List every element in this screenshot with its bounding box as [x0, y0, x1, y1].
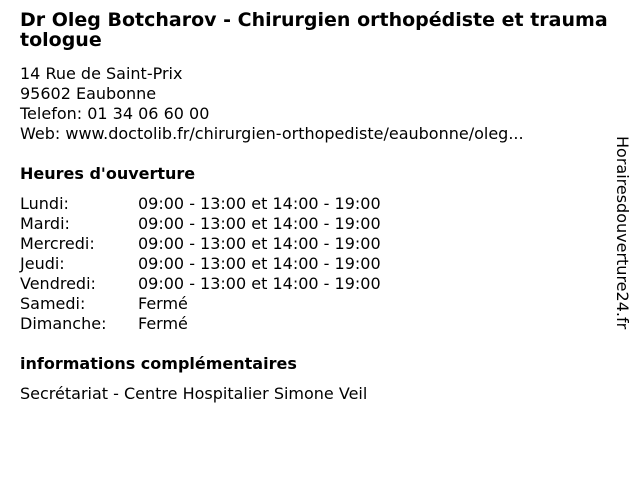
hours-row-friday	[20, 274, 610, 294]
day-label: Lundi:	[20, 194, 69, 213]
business-title: Dr Oleg Botcharov - Chirurgien orthopédiste et traumatologue	[20, 9, 608, 51]
hours-value: 09:00 - 13:00 et 14:00 - 19:00	[138, 194, 381, 213]
hours-row-saturday	[20, 294, 610, 314]
hours-row-monday	[20, 194, 610, 214]
day-label: Mardi:	[20, 214, 70, 233]
website-link[interactable]: www.doctolib.fr/chirurgien-orthopediste/eaubonne/oleg...	[65, 124, 524, 143]
city-postcode: 95602 Eaubonne	[20, 84, 157, 103]
opening-hours-table	[20, 194, 610, 334]
website-label: Web:	[20, 124, 66, 143]
day-label: Samedi:	[20, 294, 86, 313]
day-label: Mercredi:	[20, 234, 95, 253]
website-line	[20, 124, 610, 144]
street-address: 14 Rue de Saint-Prix	[20, 64, 183, 83]
hours-row-wednesday	[20, 234, 610, 254]
day-label: Jeudi:	[20, 254, 65, 273]
hours-value: Fermé	[138, 294, 188, 313]
opening-hours-heading: Heures d'ouverture	[20, 164, 196, 183]
business-card	[20, 10, 610, 404]
hours-value: 09:00 - 13:00 et 14:00 - 19:00	[138, 214, 381, 233]
site-brand-vertical: Horairesdouverture24.fr	[613, 136, 632, 330]
additional-info-text: Secrétariat - Centre Hospitalier Simone Veil	[20, 384, 368, 403]
day-label: Dimanche:	[20, 314, 107, 333]
contact-block	[20, 64, 610, 144]
hours-value: 09:00 - 13:00 et 14:00 - 19:00	[138, 234, 381, 253]
hours-value: 09:00 - 13:00 et 14:00 - 19:00	[138, 254, 381, 273]
hours-row-tuesday	[20, 214, 610, 234]
additional-info-heading: informations complémentaires	[20, 354, 297, 373]
phone-number: Telefon: 01 34 06 60 00	[20, 104, 210, 123]
hours-row-thursday	[20, 254, 610, 274]
day-label: Vendredi:	[20, 274, 96, 293]
hours-value: 09:00 - 13:00 et 14:00 - 19:00	[138, 274, 381, 293]
hours-row-sunday	[20, 314, 610, 334]
hours-value: Fermé	[138, 314, 188, 333]
